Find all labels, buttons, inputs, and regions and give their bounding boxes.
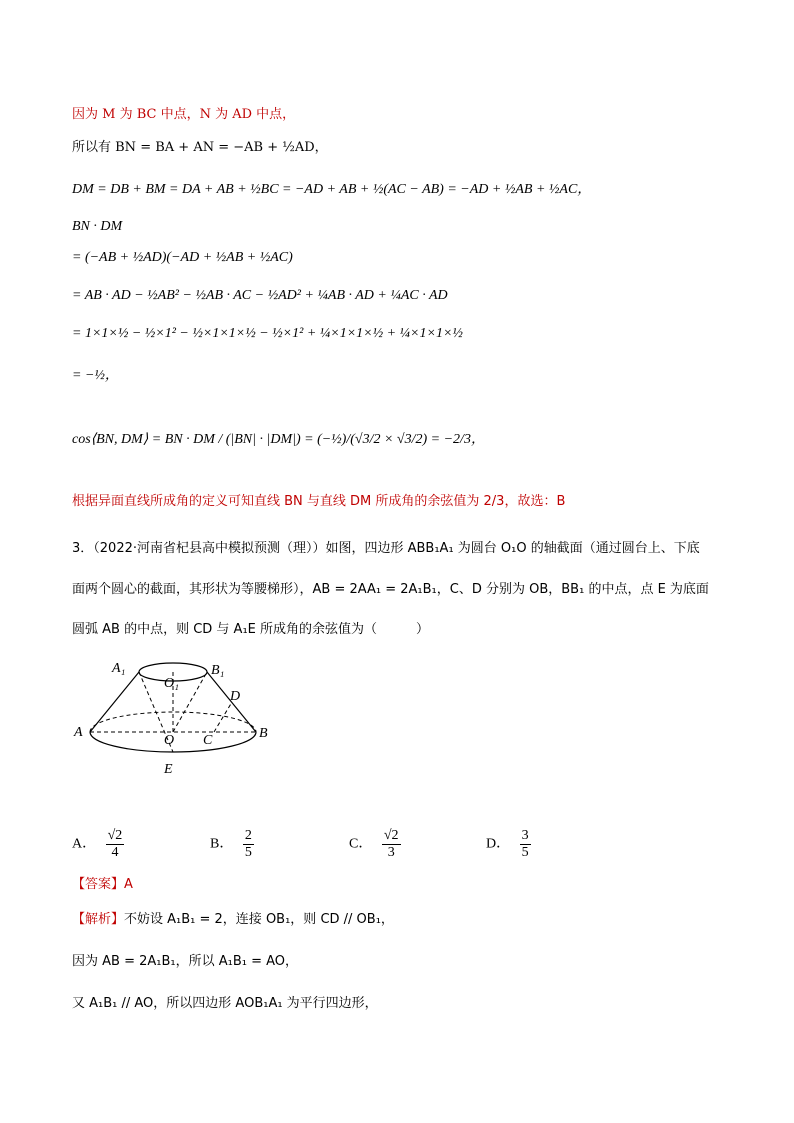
label-B1: B₁ [211, 663, 225, 678]
option-c-denominator: 3 [387, 845, 395, 860]
option-c-numerator: √2 [383, 828, 399, 843]
option-c[interactable] [349, 828, 401, 861]
analysis-line-1 [72, 908, 394, 927]
label-D: D [230, 689, 241, 704]
analysis-line-2: 因为 AB = 2A₁B₁，所以 A₁B₁ = AO， [72, 954, 299, 969]
option-b-letter: B． [210, 836, 234, 852]
dot-step-4: = −½， [72, 368, 119, 383]
problem-line-2: 面两个圆心的截面，其形状为等腰梯形），AB = 2AA₁ = 2A₁B₁，C、D 分别为 OB，BB₁ 的中点，点 E 为底面 [72, 582, 709, 597]
label-O: O [164, 733, 175, 748]
option-c-letter: C． [349, 836, 373, 852]
label-O1: O₁ [164, 676, 179, 691]
option-a-denominator: 4 [111, 845, 119, 860]
option-d[interactable] [486, 828, 531, 861]
answer-line [72, 873, 133, 892]
intro-line-1: 因为 M 为 BC 中点，N 为 AD 中点， [72, 107, 296, 122]
option-a-fraction [106, 828, 125, 861]
answer-label: 【答案】 [72, 877, 125, 892]
analysis-text-1: 不妨设 A₁B₁ = 2，连接 OB₁，则 CD // OB₁， [124, 912, 394, 927]
option-a-letter: A． [72, 836, 97, 852]
option-a-numerator: √2 [107, 828, 123, 843]
conclusion-text: 根据异面直线所成角的定义可知直线 BN 与直线 DM 所成角的余弦值为 2/3，故选：B [72, 494, 566, 509]
label-C: C [203, 733, 213, 748]
option-b-fraction [243, 828, 254, 861]
label-B: B [259, 726, 268, 741]
option-b[interactable] [210, 828, 254, 861]
dm-expression: DM = DB + BM = DA + AB + ½BC = −AD + AB + ½(AC − AB) = −AD + ½AB + ½AC， [72, 182, 592, 197]
analysis-label: 【解析】 [72, 912, 125, 927]
answer-value: A [124, 877, 133, 892]
option-d-letter: D． [486, 836, 511, 852]
problem-line-3: 圆弧 AB 的中点，则 CD 与 A₁E 所成角的余弦值为（ ） [72, 622, 430, 637]
label-A1: A₁ [112, 661, 126, 676]
option-b-numerator: 2 [244, 828, 252, 843]
option-b-denominator: 5 [244, 845, 252, 860]
analysis-line-3: 又 A₁B₁ // AO，所以四边形 AOB₁A₁ 为平行四边形， [72, 996, 378, 1011]
option-d-numerator: 3 [521, 828, 529, 843]
label-A: A [74, 725, 83, 740]
label-E: E [164, 762, 173, 777]
option-d-fraction [520, 828, 531, 861]
problem-line-1: 3．（2022·河南省杞县高中模拟预测（理））如图，四边形 ABB₁A₁ 为圆台 O₁O 的轴截面（通过圆台上、下底 [72, 541, 700, 556]
dot-product-label: BN · DM [72, 219, 123, 234]
option-a[interactable] [72, 828, 124, 861]
dot-step-3: = 1×1×½ − ½×1² − ½×1×1×½ − ½×1² + ¼×1×1×½ + ¼×1×1×½ [72, 326, 463, 341]
option-d-denominator: 5 [521, 845, 529, 860]
option-c-fraction [382, 828, 401, 861]
cos-expression: cos⟨BN, DM⟩ = BN · DM / (|BN| · |DM|) = (−½)/(√3/2 × √3/2) = −2/3， [72, 432, 485, 447]
frustum-figure [72, 658, 282, 783]
intro-line-2: 所以有 BN = BA + AN = −AB + ½AD， [72, 140, 328, 155]
dot-step-1: = (−AB + ½AD)(−AD + ½AB + ½AC) [72, 250, 293, 265]
dot-step-2: = AB · AD − ½AB² − ½AB · AC − ½AD² + ¼AB · AD + ¼AC · AD [72, 288, 448, 303]
